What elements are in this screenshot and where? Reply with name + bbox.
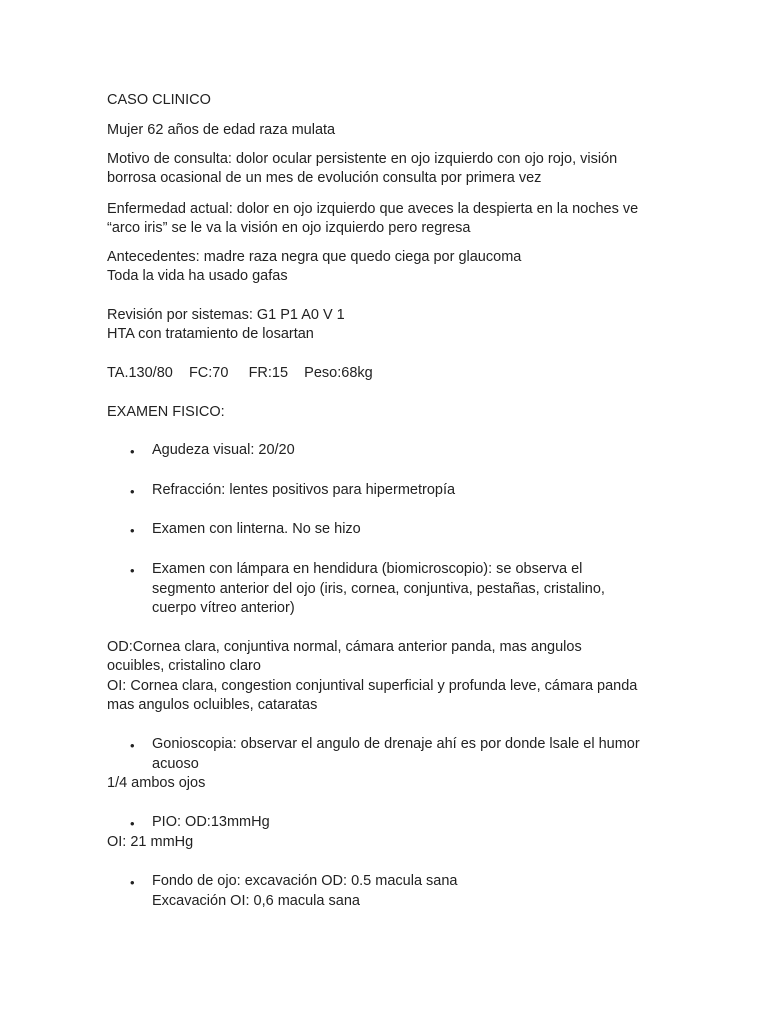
oi-pio-line: OI: 21 mmHg [107,834,194,850]
ambos-ojos-line: 1/4 ambos ojos [107,775,206,791]
od-line-1: OD:Cornea clara, conjuntiva normal, cámara anterior panda, mas angulos [107,639,582,655]
bullet-marker: • [130,563,135,578]
bullet-fondo-line-1: Fondo de ojo: excavación OD: 0.5 macula sana [152,873,458,889]
enfermedad-line-1: Enfermedad actual: dolor en ojo izquierdo que aveces la despierta en la noches ve [107,201,639,217]
revision-line-1: Revisión por sistemas: G1 P1 A0 V 1 [107,307,345,323]
bullet-marker: • [130,444,135,459]
revision-line-2: HTA con tratamiento de losartan [107,326,314,342]
bullet-pio: PIO: OD:13mmHg [152,814,270,830]
bullet-marker: • [130,875,135,890]
bullet-gonioscopia-line-2: acuoso [152,756,199,772]
bullet-marker: • [130,484,135,499]
bullet-marker: • [130,523,135,538]
bullet-marker: • [130,816,135,831]
bullet-lampara-line-1: Examen con lámpara en hendidura (biomicroscopio): se observa el [152,561,583,577]
motivo-line-2: borrosa ocasional de un mes de evolución consulta por primera vez [107,170,542,186]
antecedentes-line-1: Antecedentes: madre raza negra que quedo ciega por glaucoma [107,249,522,265]
bullet-refraccion: Refracción: lentes positivos para hipermetropía [152,482,456,498]
vitals-line: TA.130/80 FC:70 FR:15 Peso:68kg [107,365,373,381]
examen-heading: EXAMEN FISICO: [107,404,225,420]
bullet-lampara-line-3: cuerpo vítreo anterior) [152,600,295,616]
od-line-2: ocuibles, cristalino claro [107,658,261,674]
bullet-agudeza: Agudeza visual: 20/20 [152,442,295,458]
patient-line: Mujer 62 años de edad raza mulata [107,122,336,138]
enfermedad-line-2: “arco iris” se le va la visión en ojo izquierdo pero regresa [107,220,471,236]
bullet-gonioscopia-line-1: Gonioscopia: observar el angulo de drenaje ahí es por donde lsale el humor [152,736,640,752]
document-title: CASO CLINICO [107,92,211,108]
antecedentes-line-2: Toda la vida ha usado gafas [107,268,288,284]
oi-line-1: OI: Cornea clara, congestion conjuntival superficial y profunda leve, cámara panda [107,678,638,694]
bullet-marker: • [130,738,135,753]
bullet-linterna: Examen con linterna. No se hizo [152,521,361,537]
bullet-fondo-line-2: Excavación OI: 0,6 macula sana [152,893,360,909]
oi-line-2: mas angulos ocluibles, cataratas [107,697,318,713]
bullet-lampara-line-2: segmento anterior del ojo (iris, cornea, conjuntiva, pestañas, cristalino, [152,581,605,597]
motivo-line-1: Motivo de consulta: dolor ocular persistente en ojo izquierdo con ojo rojo, visión [107,151,618,167]
